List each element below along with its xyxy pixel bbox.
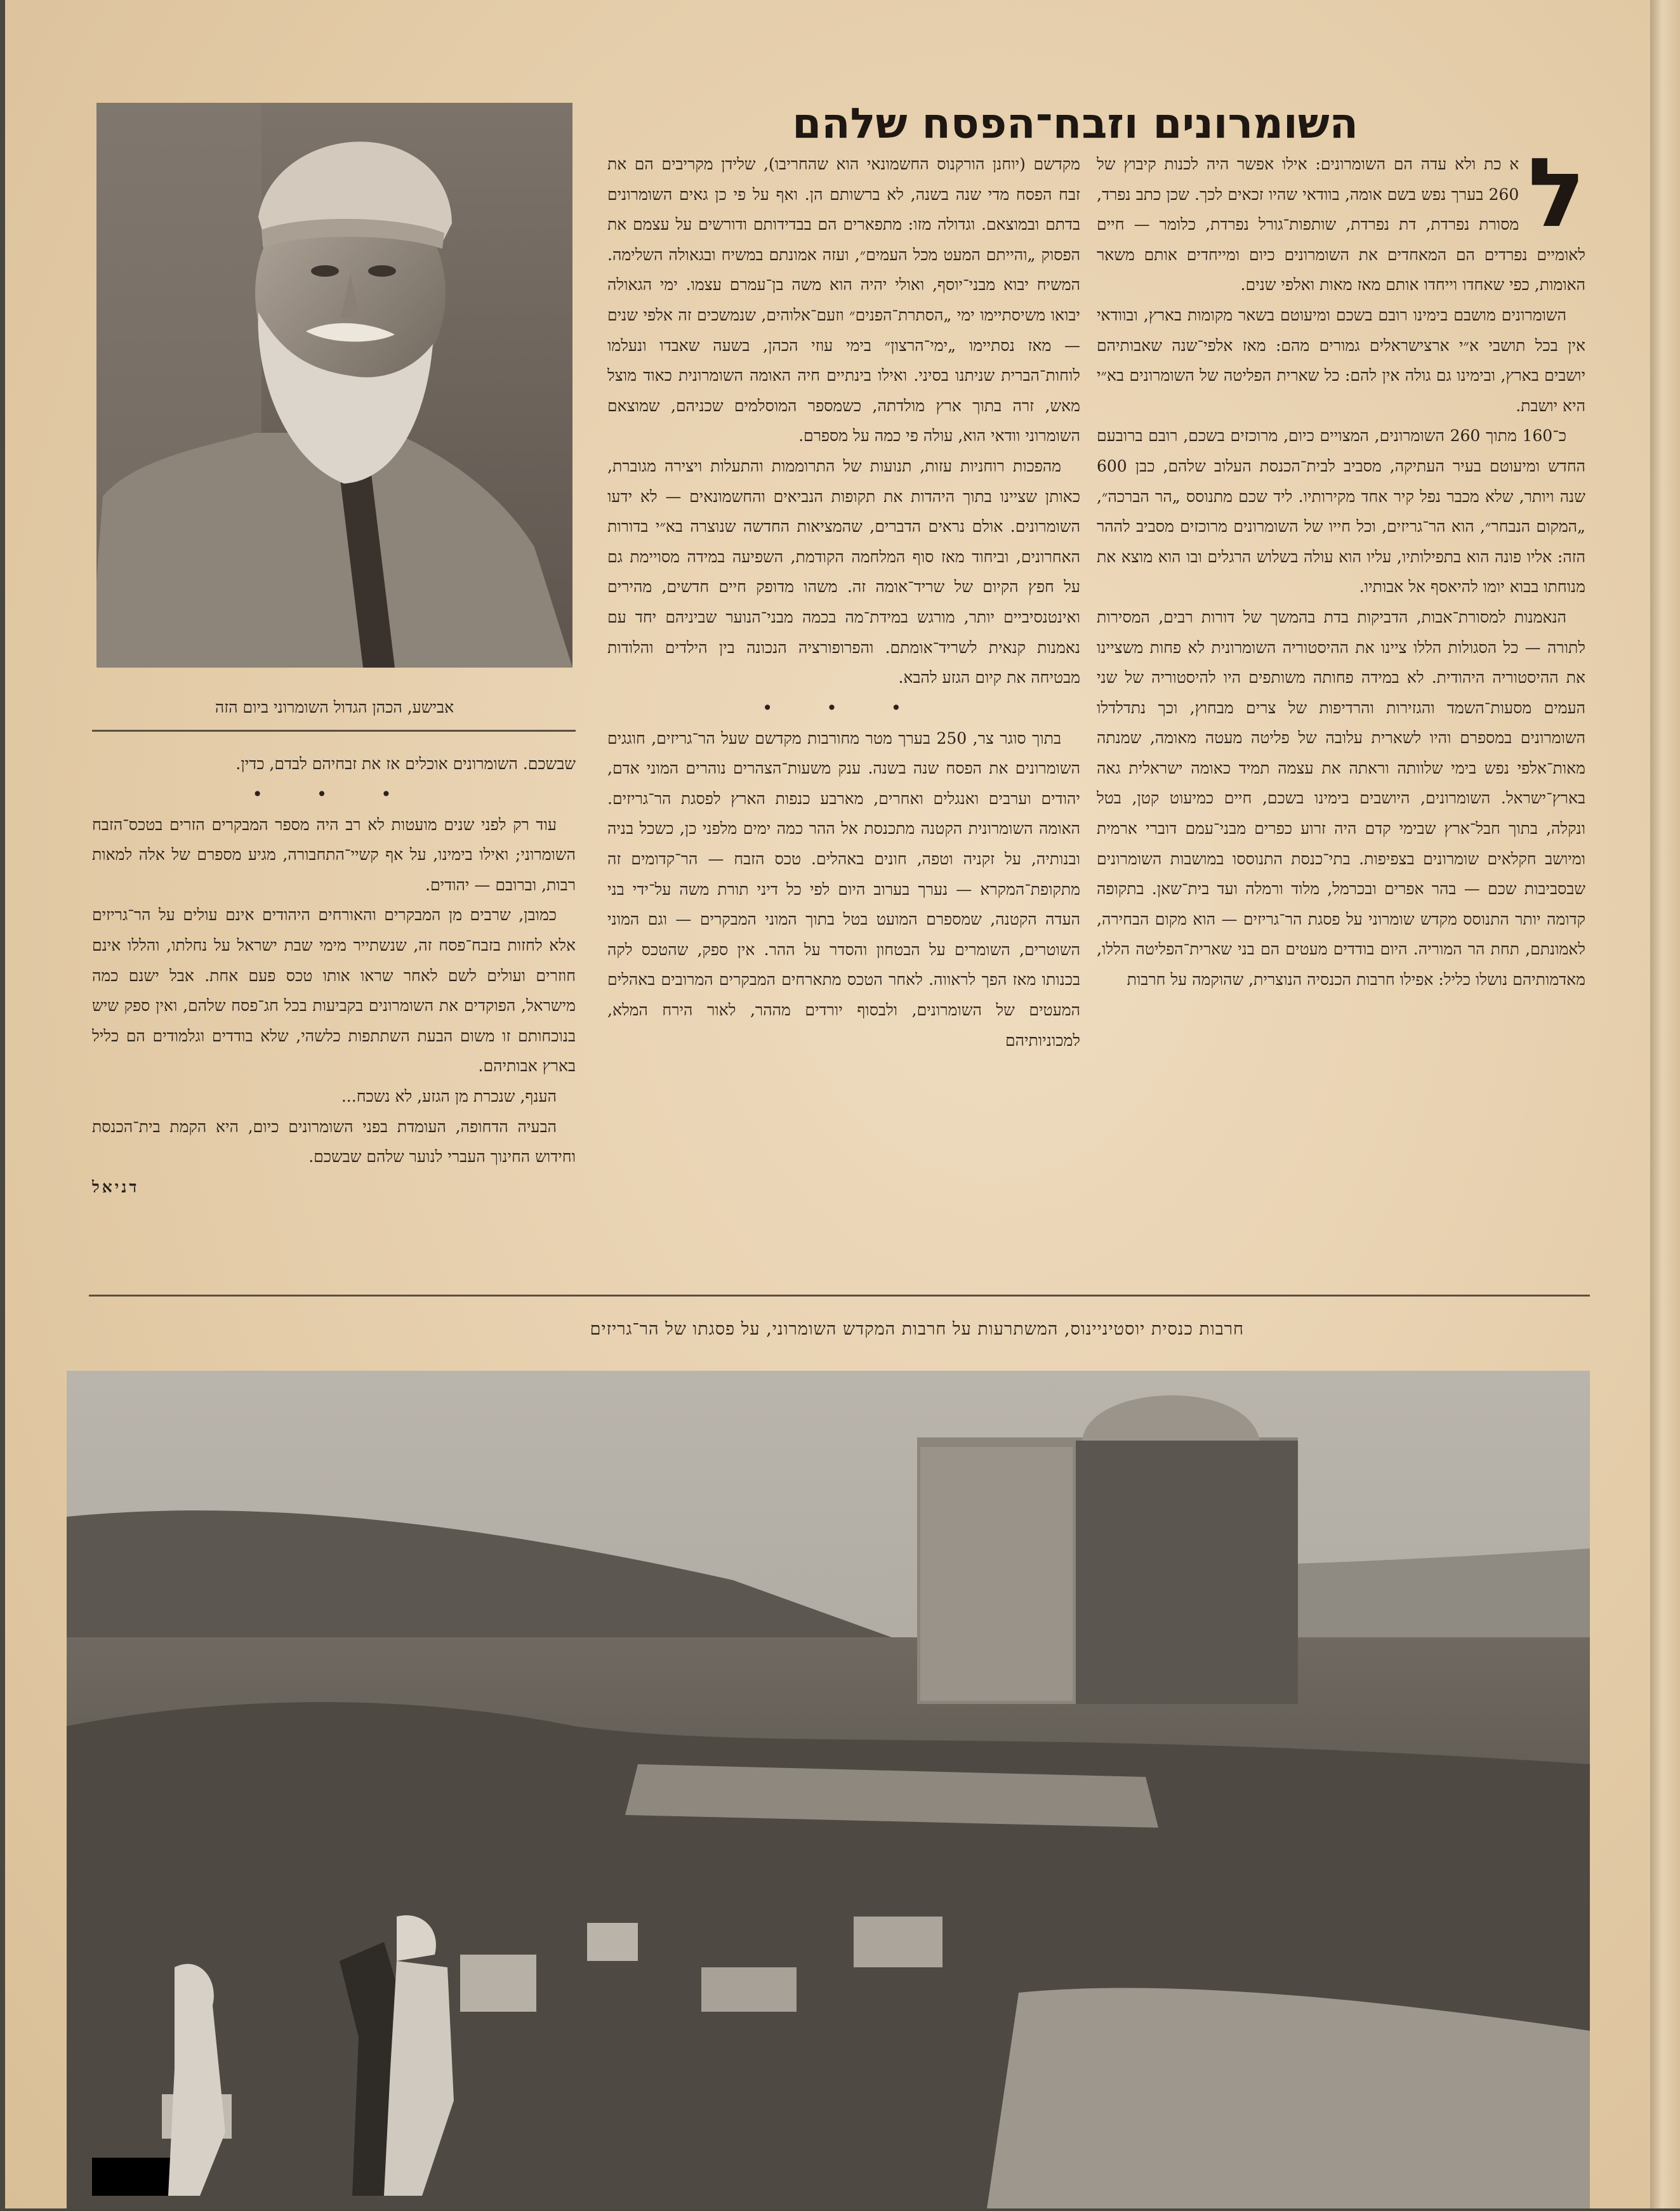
section-separator: • • • (252, 783, 416, 805)
author-signature: דניאל (92, 1177, 140, 1196)
paragraph: הבעיה הדחופה, העומדת בפני השומרונים כיום, היא הקמת בית־הכנסת וחידוש החינוך העברי לנוער שלהם שבשכם. (92, 1117, 576, 1166)
adjacent-page-edge (1650, 0, 1680, 2208)
paragraph: הנאמנות למסורת־אבות, הדביקות בדת בהמשך של דורות רבים, המסירות לתורה — כל הסגולות הללו ציינו את ההיסטוריה השומרונית לא פחות משציינו את ההיסטוריה היהודית. לא במידה פחותה משותפים היו להיסטוריה של שני העמים מסעות־השמד והגזירות והרדיפות של צרים מבחוץ, וכך נתדלדלו השומרונים במספרם והיו לשארית עלובה של פליטה מעטה מאומה, שמנתה מאות־אלפי נפש בימי שלוותה וראתה את עצמה תמיד כאומה ישראלית גאה בארץ־ישראל. השומרונים, היושבים בימינו בשכם, חיים כמיעוט קטן, בטל ונקלה, בתוך חבל־ארץ שבימי קדם היה זרוע כפרים מבני־עמם דוברי ארמית ומיושב חקלאים שומרונים בצפיפות. בתי־כנסת התנוססו במושבות השומרונים שבסביבות שכם — בהר אפרים ובכרמל, מלוד ורמלה ועד בית־שאן. בתקופה קדומה יותר התנוסס מקדש שומרוני על פסגת הר־גריזים — הוא מקום הבחירה, לאמונתם, תחת הר המוריה. היום בודדים מעטים הם בני שארית־הפליטה הללו, מאדמותיהם נושלו כליל: אפילו חרבות הכנסיה הנוצרית, שהוקמה על חרבות (1097, 607, 1585, 989)
paragraph: מהפכות רוחניות עזות, תנועות של התרוממות והתעלות ויצירה מגוברת, כאותן שציינו בתוך היהדות את תקופות הנביאים והחשמונאים — לא ידעו השומרונים. אולם נראים הדברים, שהמציאות החדשה שנוצרה בא״י בדורות האחרונים, וביחוד מאז סוף המלחמה הקודמת, השפיעה במידה מסויימת גם על חפץ הקיום של שריד־אומה זה. משהו מדופק חיים חדשים, מהירים ואינטנסיביים יותר, מורגש במידת־מה בכמה מבני־הנוער שביניהם יחד עם נאמנות קנאית לשריד־אומתם. והפרופורציה הנכונה בין הילדים והלודות מבטיחה את קיום הגזע להבא. (607, 456, 1080, 687)
portrait-photo (96, 103, 572, 668)
landscape-photo (67, 1371, 1590, 2208)
paragraph: עוד רק לפני שנים מועטות לא רב היה מספר המבקרים הזרים בטכס־הזבח השומרוני; ואילו בימינו, על אף קשיי־התחבורה, מגיע מספרם של אלה למאות רבות, וברובם — יהודים. (92, 815, 576, 894)
paragraph: כ־160 מתוך 260 השומרונים, המצויים כיום, מרוכזים בשכם, רובם ברובעם החדש ומיעוטם בעיר העתיקה, מסביב לבית־הכנסת העלוב שלהם, כבן 600 שנה ויותר, שלא מכבר נפל קיר אחד מקירותיו. ליד שכם מתנוסס „הר הברכה״, „המקום הנבחר״, הוא הר־גריזים, וכל חייו של השומרונים מרוכזים מסביב לההר הזה: אליו פונה הוא בתפילותיו, עליו הוא עולה בשלוש הרגלים ובו הוא מוצא את מנוחתו בבוא יומו להיאסף אל אבותיו. (1097, 426, 1585, 597)
article-column-middle (607, 149, 1080, 1266)
landscape-caption: חרבות כנסית יוסטיניינוס, המשתרעות על חרבות המקדש השומרוני, על פסגתו של הר־גריזים (590, 1319, 1244, 1339)
article-column-left (92, 749, 576, 1266)
column-divider (92, 730, 576, 732)
section-divider (89, 1295, 1590, 1297)
paragraph: א כת ולא עדה הם השומרונים: אילו אפשר היה לכנות קיבוץ של 260 בערך נפש בשם אומה, בוודאי שהיו זכאים לכך. שכן כתב נפרד, מסורת נפרדת, דת נפרדת, שותפות־גורל נפרדת, כלומר — חיים לאומיים נפרדים הם המאחדים את השומרונים כיום ומייחדים אותם משאר האומות, כפי שאחדו וייחדו אותם מאז מאות ואלפי שנים. (1097, 155, 1585, 294)
portrait-caption: אבישע, הכהן הגדול השומרוני ביום הזה (215, 698, 454, 716)
article-title: השומרונים וזבח־הפסח שלהם (792, 99, 1358, 148)
paragraph: בתוך סוגר צר, 250 בערך מטר מחורבות מקדשם שעל הר־גריזים, חוגגים השומרונים את הפסח שנה בשנה. ענק משעות־הצהרים נוהרים המוני אדם, יהודים וערבים ואנגלים ואחרים, מארבע כנפות הארץ לפסגת הר־גריזים. האומה השומרונית הקטנה מתכנסת אל ההר כמה ימים מלפני כן, כשכל בניה ובנותיה, על זקניה וטפה, חונים באהלים. טכס הזבח — הר־קדומים זה מתקופת־המקרא — נערך בערוב היום לפי כל דיני תורת משה על־ידי בני העדה הקטנה, שמספרם המועט בטל בתוך המוני המבקרים — וגם המוני השוטרים, השומרים על הבטחון והסדר על ההר. אין ספק, שהטכס לקה בכנותו מאז הפך לראווה. לאחר הטכס מתארחים המבקרים המרובים באהלים המעטים של השומרונים, ולבסוף יורדים מההר, לאור הירח המלא, למכוניותיהם (607, 729, 1080, 1050)
article-column-right (1097, 149, 1585, 1266)
drop-cap: ל (1528, 149, 1585, 249)
paragraph: הענף, שנכרת מן הגזע, לא נשכח... (341, 1086, 557, 1106)
section-separator: • • • (762, 697, 926, 718)
paragraph: כמובן, שרבים מן המבקרים והאורחים היהודים אינם עולים על הר־גריזים אלא לחזות בזבח־פסח זה, שנשתייר מימי שבת ישראל על נחלתו, והללו אינם חוזרים ועולים לשם לאחר שראו אותו טכס פעם אחת. אבל ישנם כמה מישראל, הפוקדים את השומרונים בקביעות בכל חג־פסח שלהם, ואין ספק שיש בנוכחותם זו משום הבעת השתתפות כלשהי, שלא בודדים וגלמודים הם כליל בארץ אבותיהם. (92, 906, 576, 1076)
paragraph: שבשכם. השומרונים אוכלים אז את זבחיהם לבדם, כדין. (235, 755, 576, 773)
ruins-illustration (67, 1371, 1590, 2208)
signature-line (92, 1172, 576, 1203)
portrait-illustration (96, 103, 572, 668)
paragraph: מקדשם (יוחנן הורקנוס החשמונאי הוא שהחריבו), שלידן מקריבים הם את זבח הפסח מדי שנה בשנה, לא ברשותם הן. ואף על פי כן גאים השומרונים בדתם ובמוצאם. וגדולה מזו: מתפארים הם בבדידותם ודורשים על עצמם את הפסוק „והייתם המעט מכל העמים״, ועזה אמונתם במשיח ובגאולה השלימה. המשיח יבוא מבני־יוסף, ואולי יהיה הוא משה בן־עמרם עצמו. ימי הגאולה יבואו משיסתיימו ימי „הסתרת־הפנים״ וזעם־אלוהים, שנמשכים זה אלפי שנים — מאז נסתיימו „ימי־הרצון״ בימי עוזי הכהן, בשעה שאבדו ונעלמו לוחות־הברית שניתנו בסיני. ואילו בינתיים חיה האומה השומרונית כאוד מוצל מאש, זרה בתוך ארץ מולדתה, כשמספר המוסלמים שכניהם, שמוצאם השומרוני וודאי הוא, עולה פי כמה על מספרם. (607, 155, 1080, 446)
paragraph: השומרונים מושבם בימינו רובם בשכם ומיעוטם בשאר מקומות בארץ, ובוודאי אין בכל תושבי א״י ארצישראלים גמורים מהם: מאז אלפי־שנה שאבותיהם יושבים בארץ, ובימינו גם גולה אין להם: כל שארית הפליטה של השומרונים בא״י היא יושבת. (1097, 305, 1585, 415)
